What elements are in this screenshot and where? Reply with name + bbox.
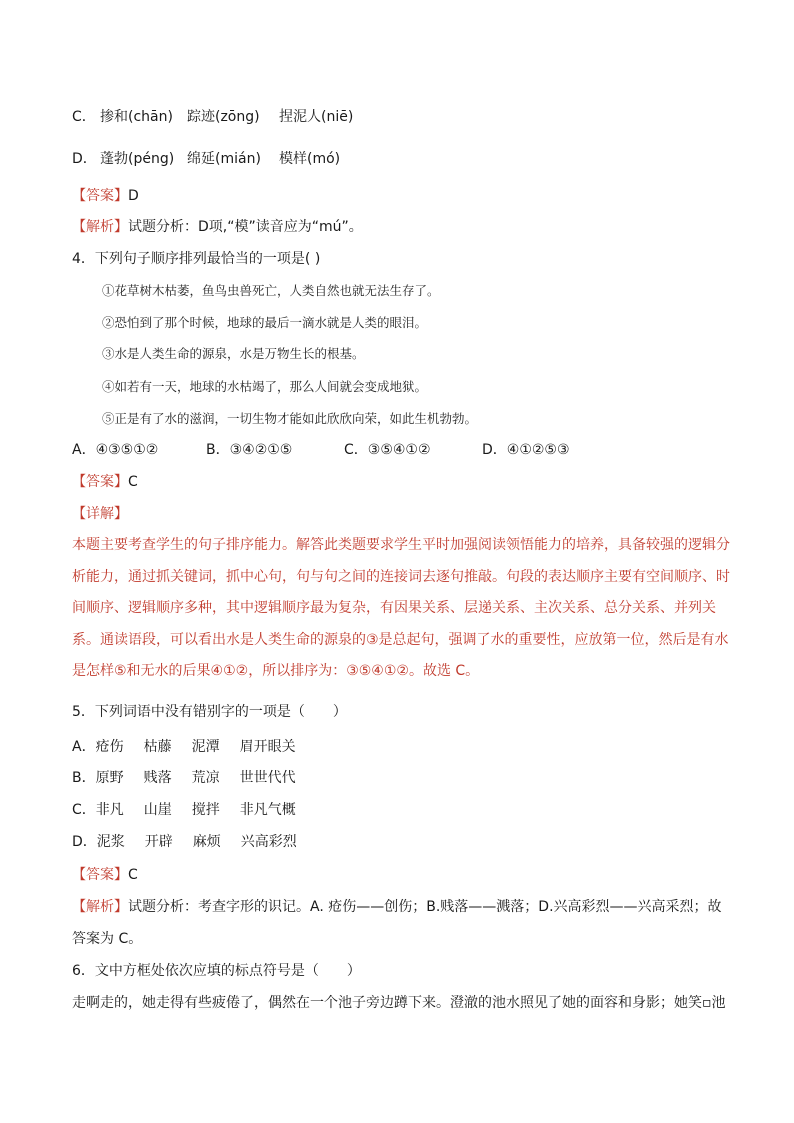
q5-analysis-cont: 答案为 C。	[72, 931, 143, 947]
option-word: 绵延(mián)	[187, 151, 261, 167]
option-word: 疮伤	[95, 739, 124, 755]
analysis-text: 试题分析：考查字形的识记。A. 疮伤——创伤；B.贱落——溅落；D.兴高彩烈——兴高采烈；故	[128, 899, 722, 915]
q4-option-c: C．③⑤④①②	[344, 442, 431, 458]
option-word: 开辟	[144, 834, 173, 850]
detail-tag: 【详解】	[72, 506, 128, 522]
q4-sentence: ⑤正是有了水的滋润，一切生物才能如此欣欣向荣，如此生机勃勃。	[102, 411, 478, 426]
option-label: C．	[72, 802, 96, 818]
analysis-text: 试题分析：D项,“模”读音应为“mú”。	[128, 219, 363, 235]
q3-answer	[72, 186, 139, 206]
q6-text: 走啊走的，她走得有些疲倦了，偶然在一个池子旁边蹲下来。澄澈的池水照见了她的面容和身影；她笑▫池	[72, 995, 726, 1011]
option-word: 非凡气概	[239, 802, 296, 818]
q4-sentence: ①花草树木枯萎，鱼鸟虫兽死亡，人类自然也就无法生存了。	[102, 283, 440, 298]
q4-detail-paragraph: 本题主要考查学生的句子排序能力。解答此类题要求学生平时加强阅读领悟能力的培养，具备较强的逻辑分析能力，通过抓关键词，抓中心句，句与句之间的连接词去逐句推敲。句段的表达顺序主要有空间顺序、时间顺序、逻辑顺序多种，其中逻辑顺序最为复杂，有因果关系、层递关系、主次关系、总分关系、并列关系。通读语段，可以看出水是人类生命的源泉的③是总起句，强调了水的重要性，应放第一位，然后是有水是怎样⑤和无水的后果④①②，所以排序为：③⑤④①②。故选 C。	[72, 537, 730, 679]
q4-sentence: ③水是人类生命的源泉，水是万物生长的根基。	[102, 346, 365, 361]
q5-answer	[72, 865, 138, 885]
option-label: D．	[72, 151, 97, 167]
option-word: 麻烦	[192, 834, 221, 850]
option-word: 模样(mó)	[279, 151, 341, 167]
answer-value: C	[128, 867, 138, 883]
q5-option-d	[72, 832, 317, 852]
option-word: 捏泥人(niē)	[279, 109, 354, 125]
option-word: 泥潭	[191, 739, 220, 755]
option-word: 山崖	[143, 802, 172, 818]
analysis-tag: 【解析】	[72, 219, 128, 235]
q4-option-a: A．④③⑤①②	[72, 442, 159, 458]
option-word: 贱落	[143, 770, 172, 786]
q4-detail-tag	[72, 504, 128, 524]
q5-option-b	[72, 768, 316, 788]
q4-stem: 4．下列句子顺序排列最恰当的一项是( )	[72, 251, 321, 267]
option-word: 原野	[95, 770, 124, 786]
q3-option-d	[72, 149, 340, 169]
q4-answer	[72, 472, 138, 492]
option-word: 眉开眼关	[239, 739, 296, 755]
analysis-tag: 【解析】	[72, 899, 128, 915]
option-word: 蓬勃(péng)	[100, 151, 175, 167]
option-word: 世世代代	[239, 770, 296, 786]
option-word: 兴高彩烈	[240, 834, 297, 850]
option-label: D．	[72, 834, 97, 850]
q3-analysis	[72, 217, 363, 237]
option-word: 搅拌	[191, 802, 220, 818]
q4-option-d: D．④①②⑤③	[482, 442, 570, 458]
option-label: B．	[72, 770, 96, 786]
q5-analysis	[72, 897, 722, 917]
answer-tag: 【答案】	[72, 474, 128, 490]
q3-option-c	[72, 107, 353, 127]
q6-stem: 6．文中方框处依次应填的标点符号是（ ）	[72, 963, 361, 979]
q4-sentence: ④如若有一天，地球的水枯竭了，那么人间就会变成地狱。	[102, 379, 428, 394]
option-word: 掺和(chān)	[100, 109, 173, 125]
option-word: 踪迹(zōng)	[187, 109, 260, 125]
q4-sentence: ②恐怕到了那个时候，地球的最后一滴水就是人类的眼泪。	[102, 315, 428, 330]
q4-options	[72, 440, 570, 460]
option-label: A．	[72, 739, 96, 755]
answer-value: C	[128, 474, 138, 490]
option-word: 荒凉	[191, 770, 220, 786]
q5-option-c	[72, 800, 316, 820]
option-word: 泥浆	[96, 834, 125, 850]
q4-option-b: B．③④②①⑤	[206, 442, 293, 458]
option-label: C．	[72, 109, 96, 125]
option-word: 枯藤	[143, 739, 172, 755]
option-word: 非凡	[95, 802, 124, 818]
q5-option-a	[72, 737, 316, 757]
answer-tag: 【答案】	[72, 188, 128, 204]
answer-tag: 【答案】	[72, 867, 128, 883]
q5-stem: 5．下列词语中没有错别字的一项是（ ）	[72, 704, 347, 720]
answer-value: D	[128, 188, 139, 204]
